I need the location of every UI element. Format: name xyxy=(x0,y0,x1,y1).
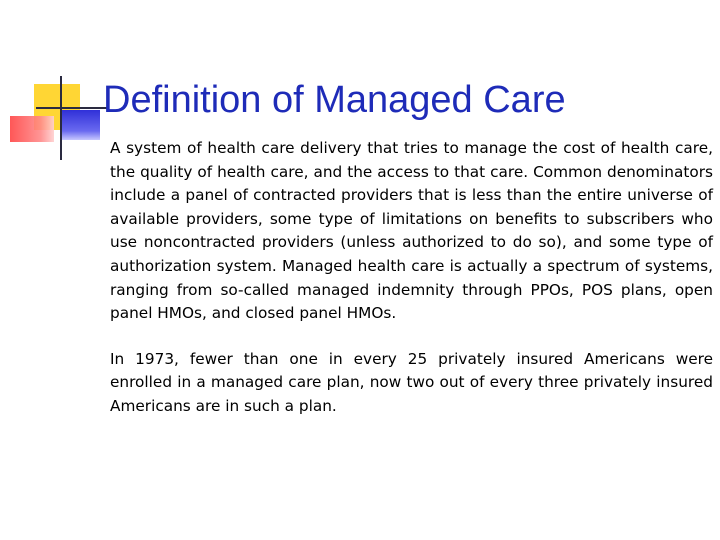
blue-square-shape xyxy=(62,110,100,140)
red-square-shape xyxy=(10,116,54,142)
decorative-squares-logo xyxy=(0,0,110,170)
slide-body xyxy=(110,137,713,441)
horizontal-rule-line xyxy=(36,107,108,109)
slide-title: Definition of Managed Care xyxy=(103,79,566,121)
definition-paragraph: A system of health care delivery that tries to manage the cost of health care, the quality of health care, and the access to that care. Common denominators include a panel of contracted providers that is less than the entire universe of available providers, some type of limitations on benefits to subscribers who use noncontracted providers (unless authorized to do so), and some type of authorization system. Managed health care is actually a spectrum of systems, ranging from so-called managed indemnity through PPOs, POS plans, open panel HMOs, and closed panel HMOs. xyxy=(110,139,713,323)
statistics-paragraph: In 1973, fewer than one in every 25 privately insured Americans were enrolled in a managed care plan, now two out of every three privately insured Americans are in such a plan. xyxy=(110,349,713,415)
vertical-rule-line xyxy=(60,76,62,160)
